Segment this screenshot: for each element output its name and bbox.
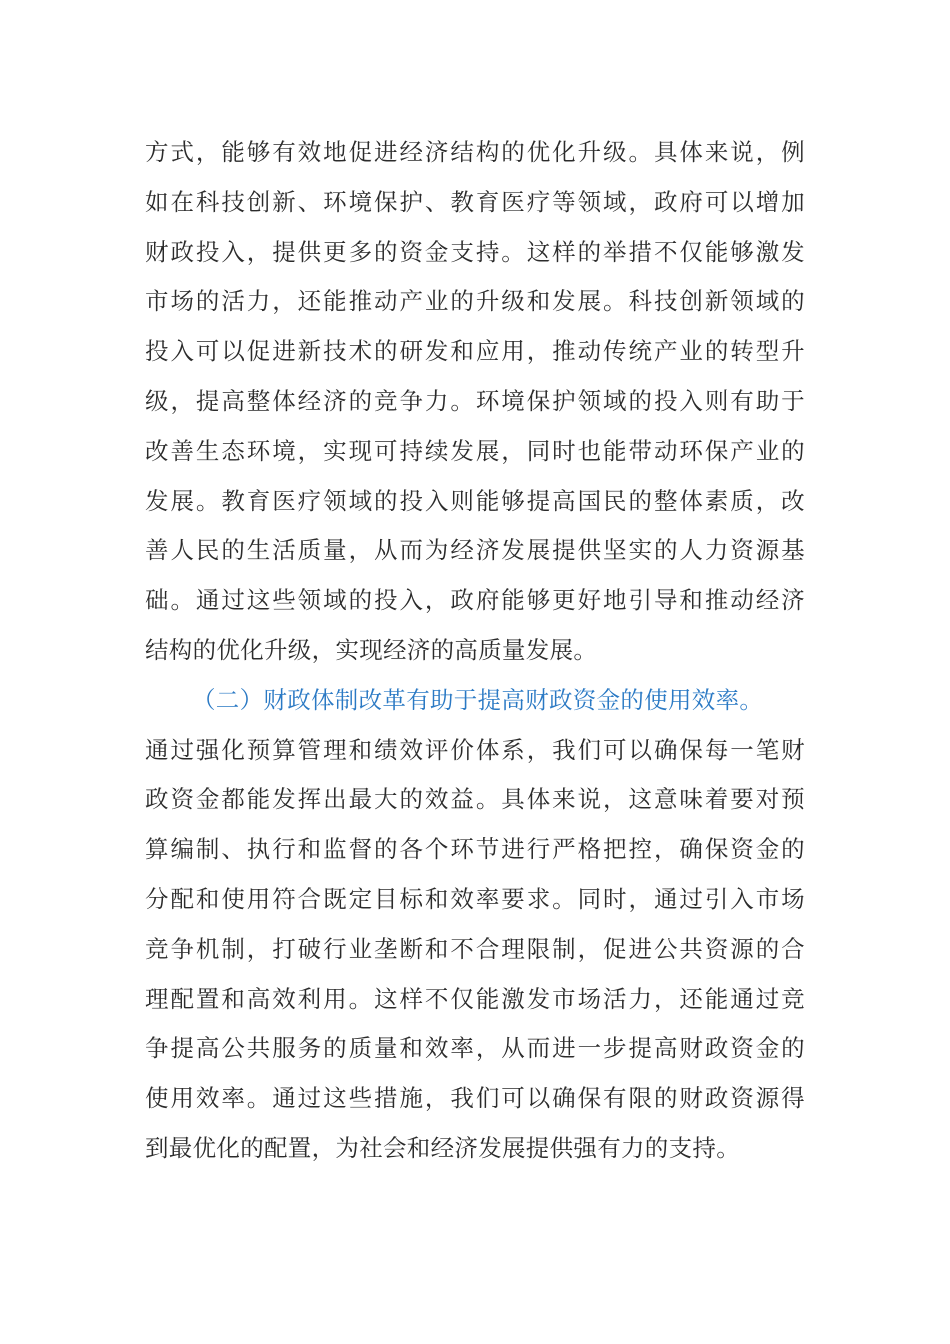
text-line: 算编制、执行和监督的各个环节进行严格把控，确保资金的 — [145, 835, 805, 864]
paragraph-fund-efficiency — [145, 726, 805, 1174]
text-line: 市场的活力，还能推动产业的升级和发展。科技创新领域的 — [145, 287, 805, 316]
text-line: 结构的优化升级，实现经济的高质量发展。 — [145, 635, 598, 664]
section-heading: （二）财政体制改革有助于提高财政资金的使用效率。 — [192, 685, 764, 714]
text-line: 善人民的生活质量，从而为经济发展提供坚实的人力资源基 — [145, 536, 805, 565]
text-line: 础。通过这些领域的投入，政府能够更好地引导和推动经济 — [145, 586, 805, 615]
text-line: 到最优化的配置，为社会和经济发展提供强有力的支持。 — [145, 1133, 740, 1162]
text-line: 争提高公共服务的质量和效率，从而进一步提高财政资金的 — [145, 1034, 805, 1063]
text-line: 财政投入，提供更多的资金支持。这样的举措不仅能够激发 — [145, 237, 805, 266]
text-line: 方式，能够有效地促进经济结构的优化升级。具体来说，例 — [145, 138, 805, 166]
text-line: 如在科技创新、环境保护、教育医疗等领域，政府可以增加 — [145, 187, 805, 216]
text-line: 级，提高整体经济的竞争力。环境保护领域的投入则有助于 — [145, 386, 805, 415]
text-line: 投入可以促进新技术的研发和应用，推动传统产业的转型升 — [145, 337, 805, 366]
text-line: 理配置和高效利用。这样不仅能激发市场活力，还能通过竞 — [145, 984, 805, 1013]
text-line: 发展。教育医疗领域的投入则能够提高国民的整体素质，改 — [145, 486, 805, 515]
text-line: 竞争机制，打破行业垄断和不合理限制，促进公共资源的合 — [145, 934, 805, 963]
text-line: 改善生态环境，实现可持续发展，同时也能带动环保产业的 — [145, 436, 805, 465]
text-line: 政资金都能发挥出最大的效益。具体来说，这意味着要对预 — [145, 785, 805, 814]
text-line: 使用效率。通过这些措施，我们可以确保有限的财政资源得 — [145, 1084, 805, 1113]
paragraph-economic-structure — [145, 128, 805, 676]
text-line: 通过强化预算管理和绩效评价体系，我们可以确保每一笔财 — [145, 735, 805, 764]
text-line: 分配和使用符合既定目标和效率要求。同时，通过引入市场 — [145, 884, 805, 913]
document-body — [145, 128, 805, 1174]
